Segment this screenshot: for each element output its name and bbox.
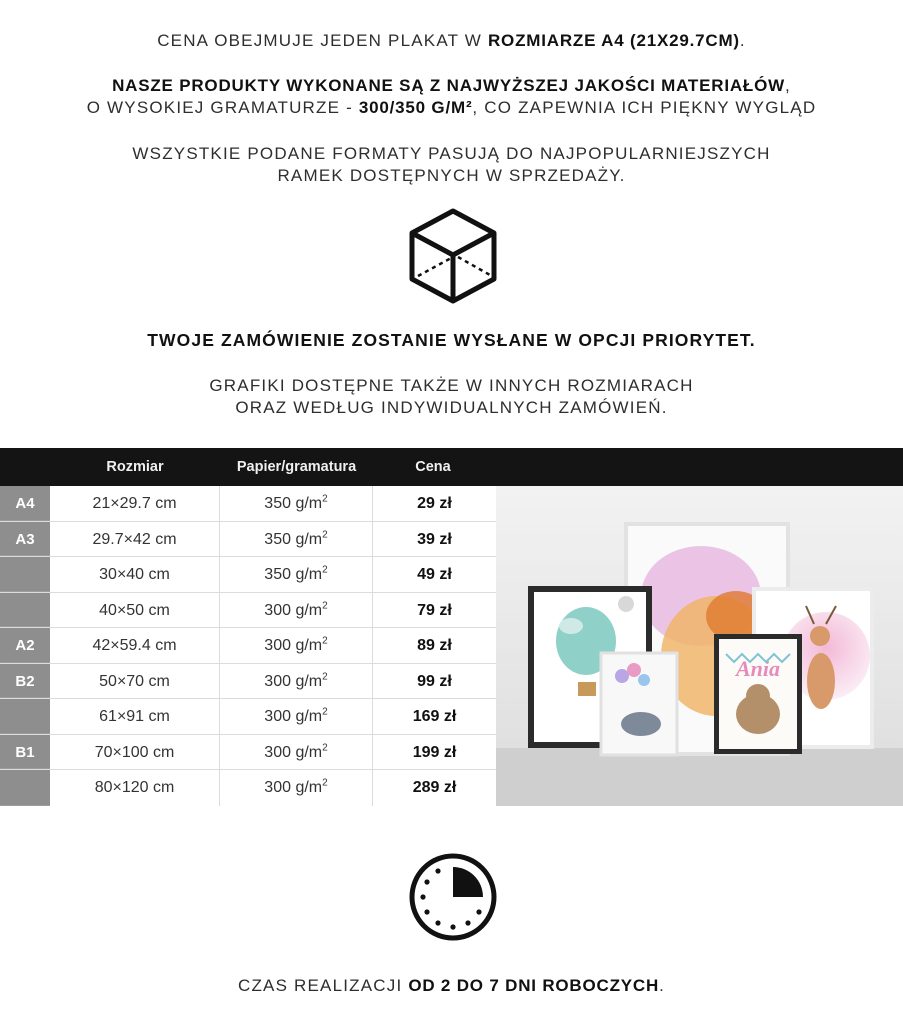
price-cell: 49 zł: [417, 566, 452, 583]
size-cell: 50×70 cm: [50, 664, 220, 699]
custom-note-line-2: ORAZ WEDŁUG INDYWIDUALNYCH ZAMÓWIEŃ.: [235, 398, 668, 417]
table-row: [0, 486, 496, 522]
frames-note: [0, 143, 903, 187]
quality-line-1-comma: ,: [784, 76, 791, 95]
ania-poster: [714, 634, 802, 754]
paper-unit-exp: 2: [322, 671, 328, 683]
paper-weight: 350: [264, 530, 291, 548]
table-row: [0, 557, 496, 593]
paper-unit: g/m: [295, 779, 323, 796]
paper-weight: 300: [264, 779, 291, 796]
paper-cell: [220, 486, 373, 521]
ania-name-text: Ania: [735, 656, 781, 681]
paper-cell: [220, 628, 373, 663]
quality-line-2-before: O WYSOKIEJ GRAMATURZE -: [86, 98, 359, 117]
paper-weight: 300: [264, 672, 291, 690]
paper-weight: 300: [264, 708, 291, 725]
paper-weight: 300: [264, 743, 291, 761]
price-info-text: [0, 30, 903, 52]
quality-line-1: [0, 75, 903, 97]
format-label: A3: [0, 522, 50, 557]
paper-unit-exp: 2: [322, 564, 328, 576]
table-row: [0, 593, 496, 629]
paper-unit: g/m: [295, 708, 323, 725]
paper-weight: 300: [264, 637, 291, 654]
paper-weight: 350: [264, 495, 291, 512]
price-cell: 199 zł: [412, 743, 457, 761]
paper-cell: [220, 735, 373, 770]
paper-unit-exp: 2: [322, 635, 328, 647]
size-cell: 70×100 cm: [50, 735, 220, 770]
paper-cell: [220, 557, 373, 592]
size-cell: 29.7×42 cm: [50, 522, 220, 557]
size-cell: 42×59.4 cm: [50, 628, 220, 663]
price-table-header: [0, 448, 903, 486]
price-cell: 79 zł: [417, 601, 452, 619]
price-info-bold: ROZMIARZE A4 (21X29.7CM): [487, 31, 740, 50]
price-cell: 99 zł: [417, 672, 452, 690]
format-label: B1: [0, 735, 50, 770]
size-cell: 61×91 cm: [50, 699, 220, 734]
table-row: [0, 770, 496, 806]
header-paper: Papier/gramatura: [236, 459, 357, 475]
format-label: A4: [0, 486, 50, 521]
lead-time-plain: CZAS REALIZACJI: [237, 976, 409, 995]
quality-line-1-bold: NASZE PRODUKTY WYKONANE SĄ Z NAJWYŻSZEJ JAKOŚCI MATERIAŁÓW: [112, 76, 785, 95]
size-cell: 80×120 cm: [50, 770, 220, 806]
price-cell: 169 zł: [412, 708, 457, 725]
paper-unit: g/m: [295, 530, 323, 548]
paper-unit: g/m: [295, 637, 323, 654]
format-label: [0, 699, 50, 734]
table-row: [0, 699, 496, 735]
quality-line-2-after: , CO ZAPEWNIA ICH PIĘKNY WYGLĄD: [472, 98, 817, 117]
paper-weight: 350: [264, 566, 291, 583]
price-info-plain: CENA OBEJMUJE JEDEN PLAKAT W: [157, 31, 488, 50]
size-cell: 40×50 cm: [50, 593, 220, 628]
frames-note-line-1: WSZYSTKIE PODANE FORMATY PASUJĄ DO NAJPOPULARNIEJSZYCH: [132, 144, 771, 163]
paper-unit-exp: 2: [322, 529, 328, 541]
paper-unit: g/m: [295, 495, 323, 512]
format-label: B2: [0, 664, 50, 699]
format-label: A2: [0, 628, 50, 663]
price-cell: 89 zł: [417, 637, 452, 654]
table-row: [0, 735, 496, 771]
paper-cell: [220, 770, 373, 806]
paper-unit-exp: 2: [322, 493, 328, 505]
custom-sizes-note: [0, 375, 903, 419]
size-cell: 30×40 cm: [50, 557, 220, 592]
table-row: [0, 628, 496, 664]
elephant-poster: [601, 653, 677, 755]
frames-note-line-2: RAMEK DOSTĘPNYCH W SPRZEDAŻY.: [277, 166, 626, 185]
price-cell: 39 zł: [417, 530, 452, 548]
lead-time-period: .: [659, 976, 666, 995]
table-row: [0, 522, 496, 558]
format-label: [0, 557, 50, 592]
paper-unit: g/m: [295, 566, 323, 583]
paper-unit: g/m: [295, 743, 323, 761]
paper-cell: [220, 699, 373, 734]
paper-unit-exp: 2: [322, 600, 328, 612]
header-size: Rozmiar: [106, 459, 164, 475]
price-table-body: [0, 486, 496, 806]
price-info-period: .: [739, 31, 746, 50]
quality-gsm-bold: 300/350 G/M²: [358, 98, 473, 117]
custom-note-line-1: GRAFIKI DOSTĘPNE TAKŻE W INNYCH ROZMIARACH: [209, 376, 694, 395]
framed-posters-photo: [496, 486, 903, 806]
paper-unit: g/m: [295, 601, 323, 619]
paper-unit-exp: 2: [322, 706, 328, 718]
paper-unit-exp: 2: [322, 742, 328, 754]
paper-cell: [220, 664, 373, 699]
header-price: Cena: [415, 459, 451, 475]
format-label: [0, 593, 50, 628]
table-row: [0, 664, 496, 700]
lead-time-bold: OD 2 DO 7 DNI ROBOCZYCH: [408, 976, 660, 995]
paper-unit-exp: 2: [322, 777, 328, 789]
package-box-icon: [408, 207, 498, 305]
price-cell: 289 zł: [412, 779, 457, 796]
clock-icon: [407, 851, 499, 943]
paper-weight: 300: [264, 601, 291, 619]
priority-shipping-text: TWOJE ZAMÓWIENIE ZOSTANIE WYSŁANE W OPCJI PRIORYTET.: [147, 330, 756, 350]
paper-cell: [220, 593, 373, 628]
paper-unit: g/m: [295, 672, 323, 690]
size-cell: 21×29.7 cm: [50, 486, 220, 521]
quality-text: [0, 75, 903, 119]
format-label: [0, 770, 50, 806]
quality-line-2: [0, 97, 903, 119]
lead-time-text: [0, 975, 903, 997]
price-cell: 29 zł: [417, 495, 452, 512]
paper-cell: [220, 522, 373, 557]
